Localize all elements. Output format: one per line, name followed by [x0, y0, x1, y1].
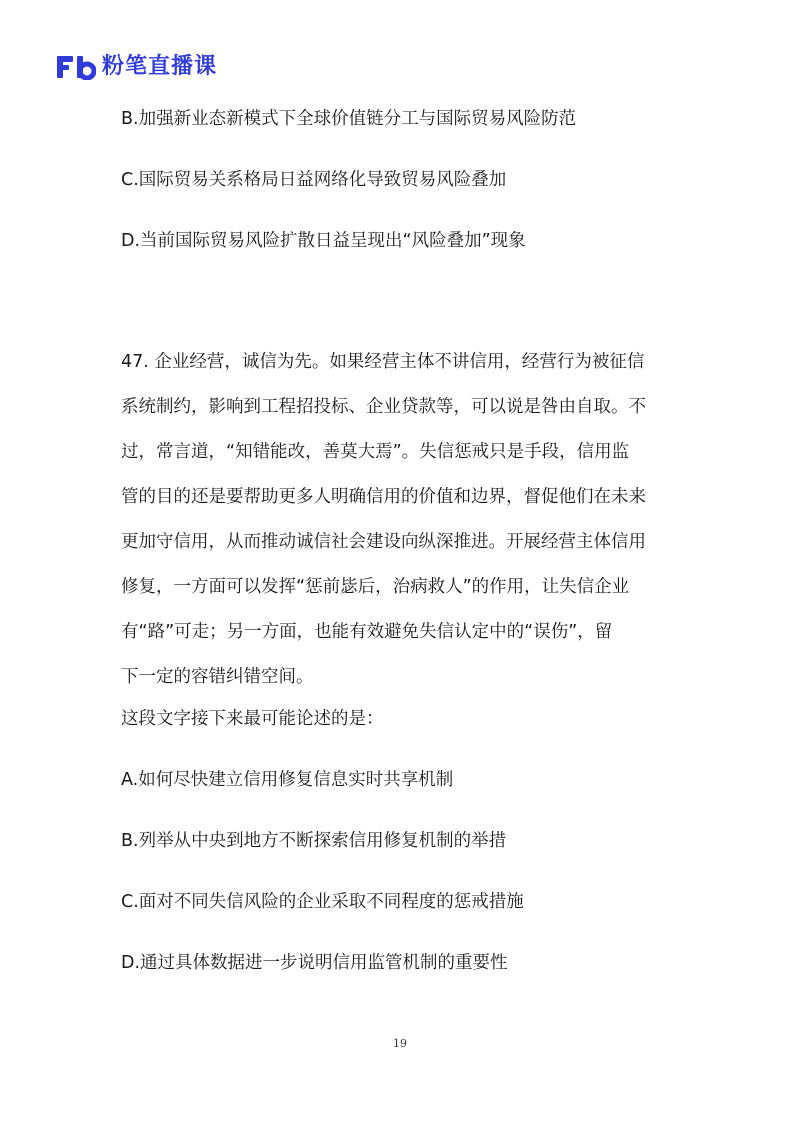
prev-option-b: B.加强新业态新模式下全球价值链分工与国际贸易风险防范: [121, 109, 577, 129]
brand-text: 粉笔直播课: [102, 54, 218, 79]
passage-line: 47. 企业经营，诚信为先。如果经营主体不讲信用，经营行为被征信: [121, 352, 645, 372]
passage-line: 过，常言道，“知错能改，善莫大焉”。失信惩戒只是手段，信用监: [121, 442, 630, 462]
passage-line: 修复，一方面可以发挥“惩前毖后，治病救人”的作用，让失信企业: [121, 577, 630, 597]
passage-line: 有“路”可走；另一方面，也能有效避免失信认定中的“误伤”，留: [121, 622, 613, 642]
passage-line: 管的目的还是要帮助更多人明确信用的价值和边界，督促他们在未来: [121, 487, 646, 507]
page-number: 19: [393, 1037, 407, 1050]
brand-header: [56, 52, 217, 82]
fenbi-logo-icon: [56, 54, 96, 80]
passage-line: 更加守信用，从而推动诚信社会建设向纵深推进。开展经营主体信用: [121, 532, 646, 552]
option-a: A.如何尽快建立信用修复信息实时共享机制: [121, 770, 454, 790]
option-d: D.通过具体数据进一步说明信用监管机制的重要性: [121, 953, 508, 973]
prev-option-c: C.国际贸易关系格局日益网络化导致贸易风险叠加: [121, 170, 507, 190]
passage-line: 下一定的容错纠错空间。: [121, 667, 314, 687]
passage-line: 系统制约，影响到工程招投标、企业贷款等，可以说是咎由自取。不: [121, 397, 646, 417]
option-c: C.面对不同失信风险的企业采取不同程度的惩戒措施: [121, 892, 524, 912]
prev-option-d: D.当前国际贸易风险扩散日益呈现出“风险叠加”现象: [121, 231, 526, 251]
question-prompt: 这段文字接下来最可能论述的是：: [121, 709, 384, 729]
option-b: B.列举从中央到地方不断探索信用修复机制的举措: [121, 831, 507, 851]
